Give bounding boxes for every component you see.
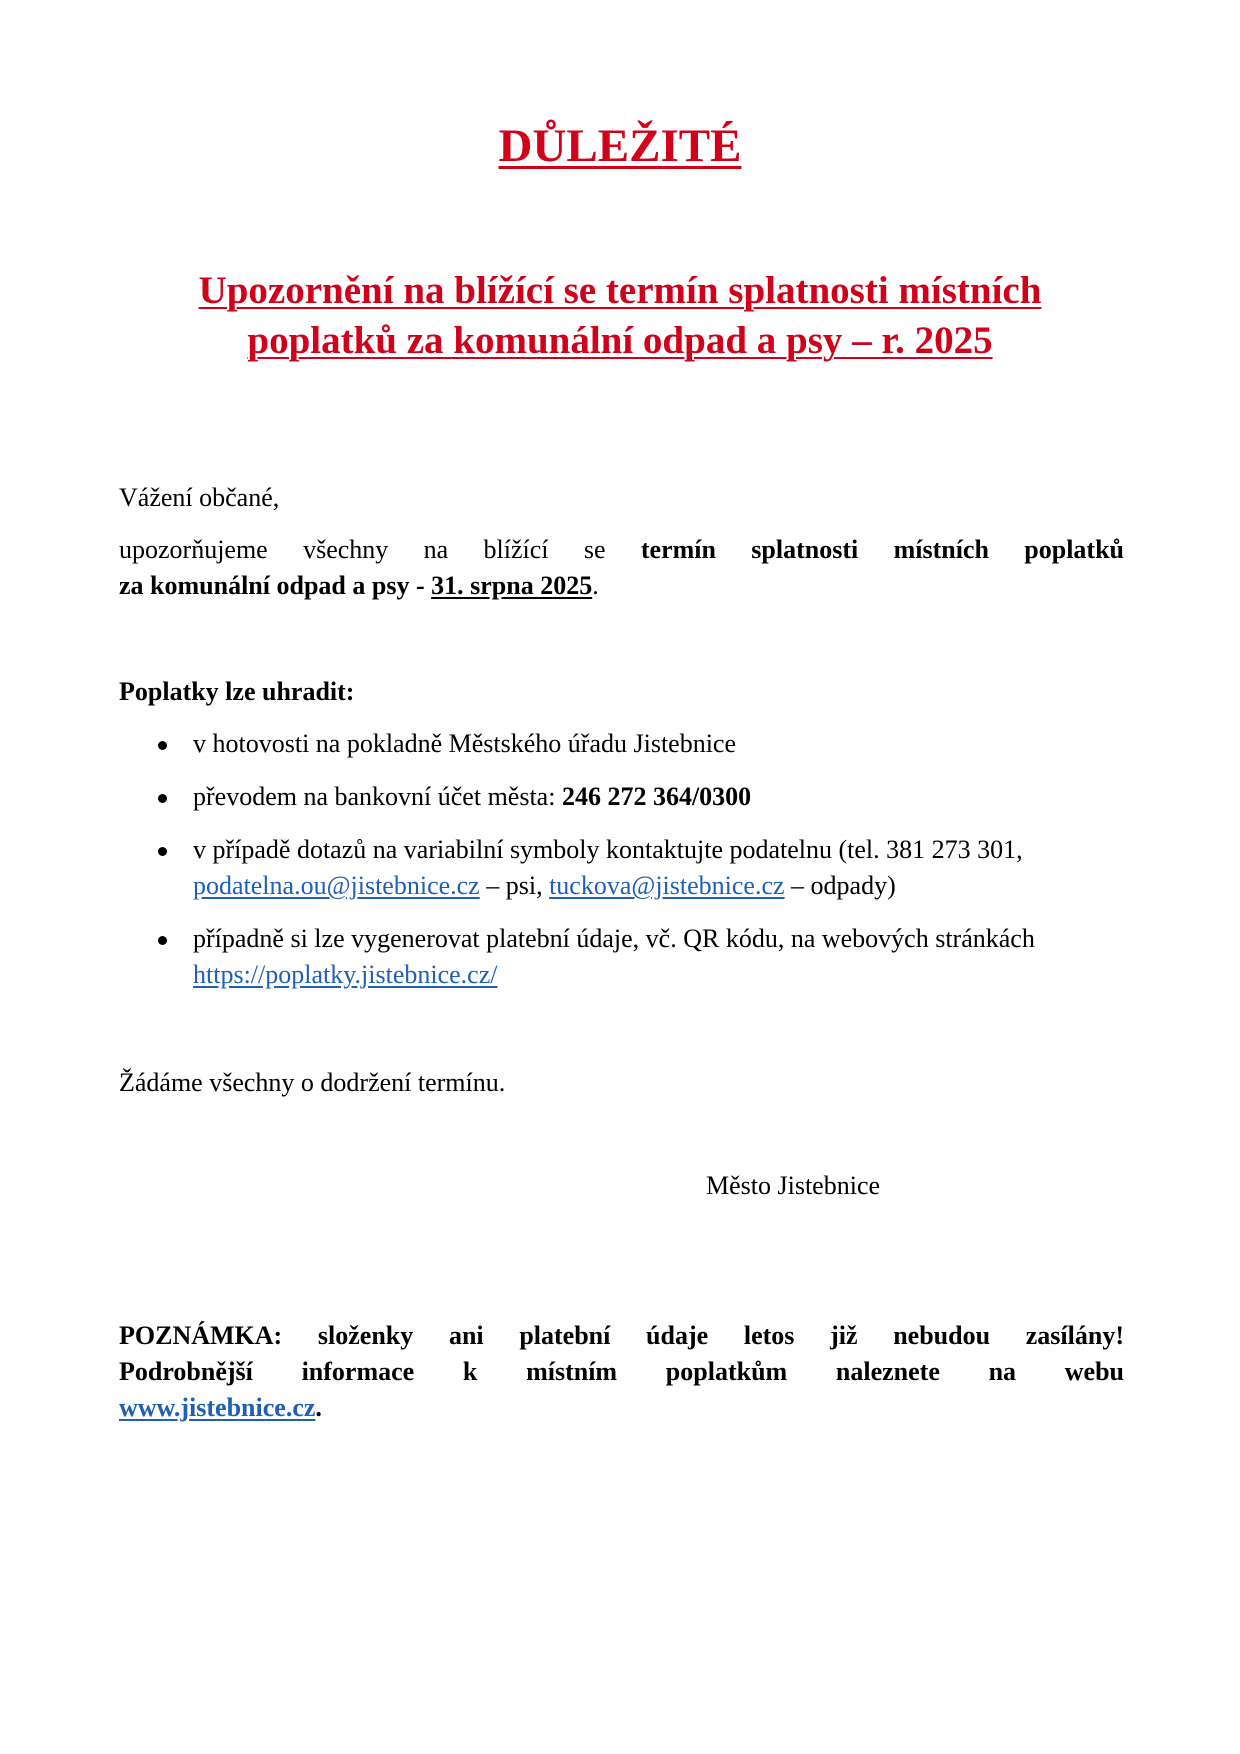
bullet-icon <box>158 936 167 945</box>
bullet-2-text: převodem na bankovní účet města: <box>193 782 556 811</box>
intro-end: . <box>592 571 599 600</box>
payment-methods-list <box>119 726 1124 1010</box>
signature: Město Jistebnice <box>706 1171 881 1200</box>
list-item <box>119 779 1124 815</box>
list-item <box>119 921 1124 993</box>
intro-bold-text: termín splatnosti místních poplatků <box>640 535 1124 564</box>
bullet-4-text: případně si lze vygenerovat platební údaje, vč. QR kódu, na webových stránkách <box>193 924 1035 953</box>
intro-paragraph-line-2 <box>119 568 1124 604</box>
bullet-3-end: – odpady) <box>791 871 896 900</box>
note-line-1: POZNÁMKA: složenky ani platební údaje letos již nebudou zasílány! <box>119 1321 1124 1350</box>
email-link-tuckova[interactable]: tuckova@jistebnice.cz <box>549 871 785 900</box>
note-line-2: Podrobnější informace k místním poplatkům naleznete na webu <box>119 1357 1124 1386</box>
bullet-icon <box>158 741 167 750</box>
greeting: Vážení občané, <box>119 483 280 512</box>
note-line-3 <box>119 1390 1124 1426</box>
website-link[interactable]: www.jistebnice.cz <box>119 1393 316 1422</box>
page-title: DŮLEŽITÉ <box>498 120 742 172</box>
note-link-end: . <box>315 1393 322 1422</box>
payment-heading: Poplatky lze uhradit: <box>119 677 355 706</box>
bullet-icon <box>158 847 167 856</box>
intro-plain-text: upozorňujeme všechny na blížící se <box>119 535 606 564</box>
due-date: 31. srpna 2025 <box>431 571 593 600</box>
bullet-3-text: v případě dotazů na variabilní symboly kontaktujte podatelnu (tel. 381 273 301, <box>193 835 1023 864</box>
bullet-1-text: v hotovosti na pokladně Městského úřadu Jistebnice <box>193 729 737 758</box>
page-subtitle <box>120 266 1120 366</box>
poplatky-web-link[interactable]: https://poplatky.jistebnice.cz/ <box>193 960 498 989</box>
bullet-icon <box>158 794 167 803</box>
bank-account-number: 246 272 364/0300 <box>561 782 752 811</box>
email-link-podatelna[interactable]: podatelna.ou@jistebnice.cz <box>193 871 480 900</box>
subtitle-line-2: poplatků za komunální odpad a psy – r. 2025 <box>247 319 993 362</box>
list-item <box>119 726 1124 762</box>
closing-sentence: Žádáme všechny o dodržení termínu. <box>119 1068 506 1097</box>
subtitle-line-1: Upozornění na blížící se termín splatnosti místních <box>198 269 1042 312</box>
intro-bold-text-2: za komunální odpad a psy - <box>119 571 425 600</box>
intro-paragraph-line-1 <box>119 532 1124 568</box>
list-item <box>119 832 1124 904</box>
bullet-3-mid: – psi, <box>486 871 543 900</box>
